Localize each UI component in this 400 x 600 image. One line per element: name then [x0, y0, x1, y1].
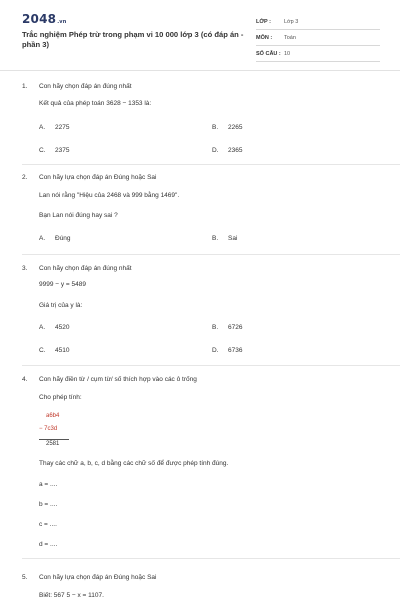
question-separator: [22, 365, 400, 366]
option-letter: C.: [39, 147, 46, 154]
option-text: Sai: [228, 235, 238, 242]
option-text: 4520: [55, 324, 70, 331]
option-text: 2265: [228, 124, 243, 131]
question-header: [22, 262, 382, 274]
calc-subtrahend: − 7c3d: [39, 426, 58, 432]
meta-value: Toán: [284, 34, 296, 41]
option-letter: C.: [39, 347, 46, 354]
question-text: Thay các chữ a, b, c, d bằng các chữ số để được phép tính đúng.: [39, 460, 229, 467]
question-separator: [22, 164, 400, 165]
question-5: [22, 571, 382, 600]
option-text: 2365: [228, 147, 243, 154]
question-number: 5.: [22, 573, 28, 581]
option-text: 2375: [55, 147, 70, 154]
meta-row-subject: [256, 30, 380, 46]
question-prompt: Con hãy chọn đáp án đúng nhất: [39, 82, 132, 90]
site-logo[interactable]: [22, 12, 67, 26]
header-divider: [0, 70, 400, 71]
option-letter: B.: [212, 124, 219, 131]
question-text: Cho phép tính:: [39, 394, 82, 401]
logo-text: 2048: [22, 12, 57, 26]
question-prompt: Con hãy lựa chọn đáp án Đúng hoặc Sai: [39, 173, 157, 181]
question-header: [22, 571, 382, 583]
question-separator: [22, 558, 400, 559]
option-text: 4510: [55, 347, 70, 354]
question-number: 1.: [22, 82, 28, 90]
meta-row-count: [256, 46, 380, 62]
calc-result: 2581: [46, 441, 60, 447]
question-header: [22, 171, 382, 183]
page-header: [0, 0, 400, 68]
option-letter: B.: [212, 324, 219, 331]
meta-value: Lớp 3: [284, 18, 299, 25]
question-number: 3.: [22, 264, 28, 272]
question-prompt: Con hãy lựa chọn đáp án Đúng hoặc Sai: [39, 573, 157, 581]
question-2: [22, 171, 382, 251]
question-text: Kết quả của phép toán 3628 − 1353 là:: [39, 100, 152, 107]
question-text: Giá trị của y là:: [39, 302, 83, 309]
option-c[interactable]: [39, 147, 69, 154]
option-text: 6736: [228, 347, 243, 354]
question-text: Biết: 567 5 − x = 1107.: [39, 592, 104, 599]
question-number: 2.: [22, 173, 28, 181]
meta-label: LỚP :: [256, 18, 271, 25]
blank-c[interactable]: c = ....: [39, 521, 57, 528]
blank-a[interactable]: a = ....: [39, 481, 58, 488]
question-header: [22, 80, 382, 92]
info-table: [256, 14, 380, 62]
option-letter: B.: [212, 235, 219, 242]
question-text: Bạn Lan nói đúng hay sai ?: [39, 212, 118, 219]
meta-value: 10: [284, 50, 291, 57]
option-letter: A.: [39, 235, 46, 242]
option-a[interactable]: [39, 124, 69, 131]
option-text: 2275: [55, 124, 70, 131]
option-d[interactable]: [212, 147, 242, 154]
question-4: [22, 373, 382, 558]
calc-minuend: a6b4: [46, 413, 60, 419]
question-header: [22, 373, 382, 385]
page-title: Trắc nghiệm Phép trừ trong phạm vi 10 000 lớp 3 (có đáp án - phần 3): [22, 30, 244, 49]
question-text: 9999 − y = 5489: [39, 281, 86, 288]
option-b[interactable]: [212, 124, 242, 131]
option-b[interactable]: [212, 235, 237, 242]
option-text: Đúng: [55, 235, 71, 242]
option-letter: A.: [39, 324, 46, 331]
option-letter: D.: [212, 147, 219, 154]
option-letter: D.: [212, 347, 219, 354]
option-letter: A.: [39, 124, 46, 131]
blank-b[interactable]: b = ....: [39, 501, 58, 508]
option-text: 6726: [228, 324, 243, 331]
question-text: Lan nói rằng "Hiệu của 2468 và 999 bằng 1469".: [39, 192, 180, 199]
calc-line: [39, 439, 69, 440]
option-c[interactable]: [39, 347, 69, 354]
option-d[interactable]: [212, 347, 242, 354]
question-separator: [22, 254, 400, 255]
blank-d[interactable]: d = ....: [39, 541, 58, 548]
question-3: [22, 262, 382, 362]
meta-label: SỐ CÂU :: [256, 50, 281, 57]
meta-label: MÔN :: [256, 34, 273, 41]
question-number: 4.: [22, 375, 28, 383]
question-1: [22, 80, 382, 162]
question-prompt: Con hãy điền từ / cụm từ/ số thích hợp vào các ô trống: [39, 375, 197, 383]
option-a[interactable]: [39, 324, 69, 331]
option-a[interactable]: [39, 235, 71, 242]
option-b[interactable]: [212, 324, 242, 331]
meta-row-grade: [256, 14, 380, 30]
question-prompt: Con hãy chọn đáp án đúng nhất: [39, 264, 132, 272]
logo-suffix: .vn: [57, 19, 67, 25]
subtraction-calculation: [39, 413, 79, 453]
